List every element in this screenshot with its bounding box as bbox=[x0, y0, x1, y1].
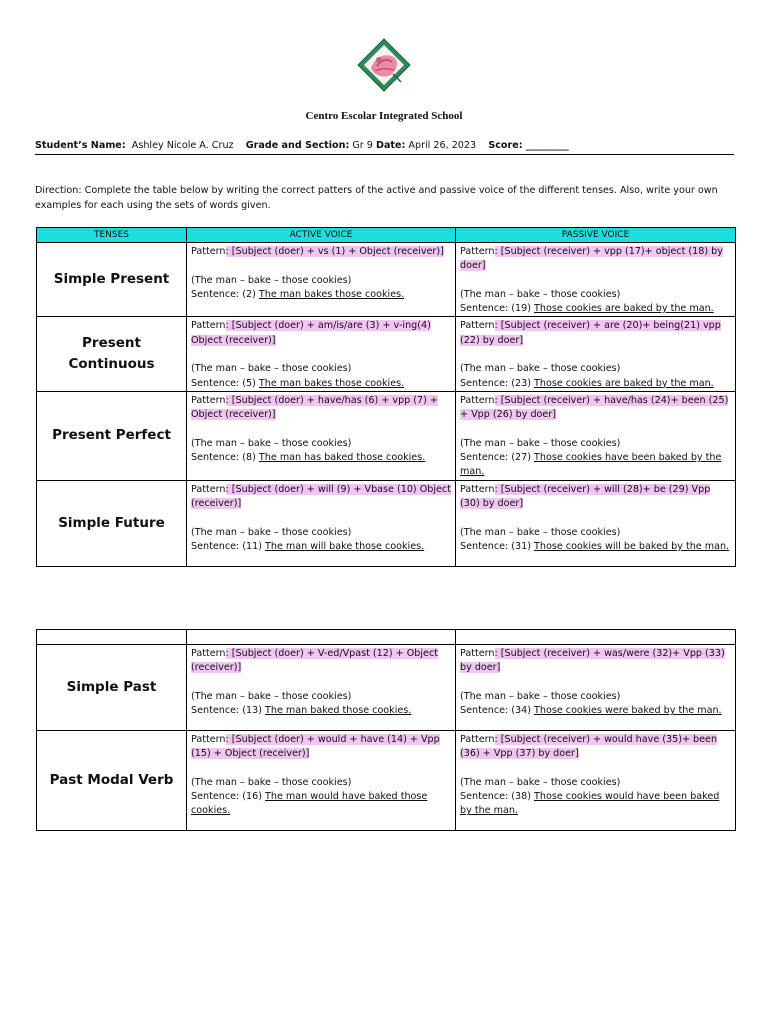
active-voice-cell bbox=[187, 731, 456, 831]
pattern-label: Pattern bbox=[191, 320, 226, 332]
header-passive-voice: PASSIVE VOICE bbox=[456, 228, 736, 243]
example-sentence: Those cookies would have been baked by the man. bbox=[460, 791, 720, 817]
example-sentence: Those cookies will be baked by the man. bbox=[534, 540, 730, 552]
sentence-label: Sentence: (23) bbox=[460, 377, 535, 389]
sentence-label: Sentence: (5) bbox=[191, 377, 259, 389]
example-sentence: The man baked those cookies. bbox=[265, 705, 412, 717]
example-sentence: The man would have baked those cookies. bbox=[191, 791, 428, 817]
active-voice-cell bbox=[187, 243, 456, 317]
pattern-formula: : [Subject (doer) + V-ed/Vpast (12) + Object (receiver)] bbox=[191, 648, 438, 674]
example-sentence: Those cookies are baked by the man. bbox=[534, 377, 714, 389]
pattern-label: Pattern bbox=[460, 648, 495, 659]
student-info-line bbox=[35, 140, 734, 155]
sentence-label: Sentence: (27) bbox=[460, 452, 535, 464]
active-voice-cell bbox=[187, 645, 456, 731]
sentence-label: Sentence: (38) bbox=[460, 791, 535, 803]
tenses-table-continued bbox=[36, 629, 736, 831]
sentence-label: Sentence: (31) bbox=[460, 540, 535, 552]
tenses-table bbox=[36, 227, 736, 567]
given-words: (The man – bake – those cookies) bbox=[191, 437, 352, 449]
table-row bbox=[37, 317, 736, 391]
pattern-label: Pattern bbox=[191, 734, 226, 745]
date-label: Date: bbox=[375, 140, 406, 151]
given-words: (The man – bake – those cookies) bbox=[191, 274, 352, 286]
pattern-label: Pattern bbox=[191, 394, 226, 406]
grade-value: Gr 9 bbox=[352, 140, 373, 151]
passive-voice-cell bbox=[456, 731, 736, 831]
sentence-label: Sentence: (2) bbox=[191, 288, 259, 300]
pattern-formula: : [Subject (doer) + will (9) + Vbase (10) Object (receiver)] bbox=[191, 483, 451, 510]
example-sentence: The man bakes those cookies. bbox=[258, 288, 405, 300]
pattern-formula: : [Subject (receiver) + are (20)+ being(21) vpp (22) by doer] bbox=[460, 320, 721, 346]
table-row bbox=[37, 243, 736, 317]
given-words: (The man – bake – those cookies) bbox=[460, 437, 621, 449]
student-name: Ashley Nicole A. Cruz bbox=[131, 140, 234, 151]
example-sentence: The man will bake those cookies. bbox=[265, 540, 425, 552]
table-row bbox=[37, 391, 736, 480]
tense-name: Simple Future bbox=[37, 480, 187, 566]
sentence-label: Sentence: (16) bbox=[191, 791, 266, 803]
pattern-formula: : [Subject (doer) + vs (1) + Object (receiver)] bbox=[225, 246, 444, 257]
pattern-label: Pattern bbox=[191, 246, 226, 257]
pattern-label: Pattern bbox=[460, 483, 495, 495]
given-words: (The man – bake – those cookies) bbox=[460, 690, 621, 702]
pattern-formula: : [Subject (receiver) + will (28)+ be (29) Vpp (30) by doer] bbox=[460, 483, 711, 510]
pattern-formula: : [Subject (doer) + am/is/are (3) + v-ing(4) Object (receiver)] bbox=[191, 320, 431, 346]
pattern-formula: : [Subject (receiver) + have/has (24)+ been (25) + Vpp (26) by doer] bbox=[460, 394, 729, 421]
table-blank-row bbox=[37, 630, 736, 645]
given-words: (The man – bake – those cookies) bbox=[191, 776, 352, 788]
header-tenses: TENSES bbox=[37, 228, 187, 243]
pattern-label: Pattern bbox=[191, 483, 226, 495]
given-words: (The man – bake – those cookies) bbox=[460, 776, 621, 788]
grade-label: Grade and Section: bbox=[245, 140, 350, 151]
sentence-label: Sentence: (34) bbox=[460, 705, 535, 717]
school-name: Centro Escolar Integrated School bbox=[305, 110, 463, 122]
date-value: April 26, 2023 bbox=[408, 140, 477, 151]
example-sentence: Those cookies are baked by the man. bbox=[534, 303, 714, 315]
pattern-label: Pattern bbox=[460, 246, 495, 257]
tense-name: Simple Past bbox=[37, 645, 187, 731]
pattern-label: Pattern bbox=[191, 648, 226, 659]
tense-name: Simple Present bbox=[37, 243, 187, 317]
given-words: (The man – bake – those cookies) bbox=[191, 690, 352, 702]
example-sentence: The man bakes those cookies. bbox=[258, 377, 405, 389]
passive-voice-cell bbox=[456, 391, 736, 480]
example-sentence: Those cookies have been baked by the man. bbox=[460, 452, 722, 478]
given-words: (The man – bake – those cookies) bbox=[460, 363, 621, 375]
given-words: (The man – bake – those cookies) bbox=[460, 526, 621, 538]
sentence-label: Sentence: (8) bbox=[191, 452, 259, 464]
tense-name: Present Continuous bbox=[37, 317, 187, 391]
school-seal-icon bbox=[357, 38, 411, 92]
direction-text: Direction: Complete the table below by writing the correct patters of the active and passive voice of the different tenses. Also, write your own examples for each using the sets of words given. bbox=[35, 185, 718, 211]
score-label: Score: bbox=[488, 140, 523, 151]
pattern-formula: : [Subject (doer) + have/has (6) + vpp (7) + Object (receiver)] bbox=[191, 394, 438, 421]
pattern-formula: : [Subject (receiver) + vpp (17)+ object (18) by doer] bbox=[460, 246, 723, 272]
example-sentence: The man has baked those cookies. bbox=[258, 452, 426, 464]
tense-name: Past Modal Verb bbox=[37, 731, 187, 831]
name-label: Student’s Name: bbox=[35, 140, 126, 151]
table-row bbox=[37, 480, 736, 566]
passive-voice-cell bbox=[456, 317, 736, 391]
active-voice-cell bbox=[187, 317, 456, 391]
table-header-row bbox=[37, 228, 736, 243]
header-active-voice: ACTIVE VOICE bbox=[187, 228, 456, 243]
active-voice-cell bbox=[187, 391, 456, 480]
passive-voice-cell bbox=[456, 645, 736, 731]
given-words: (The man – bake – those cookies) bbox=[460, 288, 621, 300]
pattern-formula: : [Subject (receiver) + was/were (32)+ Vpp (33) by doer] bbox=[460, 648, 725, 674]
tense-name: Present Perfect bbox=[37, 391, 187, 480]
active-voice-cell bbox=[187, 480, 456, 566]
sentence-label: Sentence: (11) bbox=[191, 540, 266, 552]
sentence-label: Sentence: (19) bbox=[460, 303, 535, 315]
example-sentence: Those cookies were baked by the man. bbox=[534, 705, 722, 717]
table-row bbox=[37, 645, 736, 731]
pattern-formula: : [Subject (receiver) + would have (35)+ been (36) + Vpp (37) by doer] bbox=[460, 734, 718, 760]
passive-voice-cell bbox=[456, 243, 736, 317]
pattern-label: Pattern bbox=[460, 734, 495, 745]
table-row bbox=[37, 731, 736, 831]
pattern-label: Pattern bbox=[460, 320, 495, 332]
pattern-label: Pattern bbox=[460, 394, 495, 406]
given-words: (The man – bake – those cookies) bbox=[191, 363, 352, 375]
sentence-label: Sentence: (13) bbox=[191, 705, 266, 717]
score-value: _________ bbox=[525, 140, 569, 151]
given-words: (The man – bake – those cookies) bbox=[191, 526, 352, 538]
pattern-formula: : [Subject (doer) + would + have (14) + Vpp (15) + Object (receiver)] bbox=[191, 734, 440, 760]
passive-voice-cell bbox=[456, 480, 736, 566]
